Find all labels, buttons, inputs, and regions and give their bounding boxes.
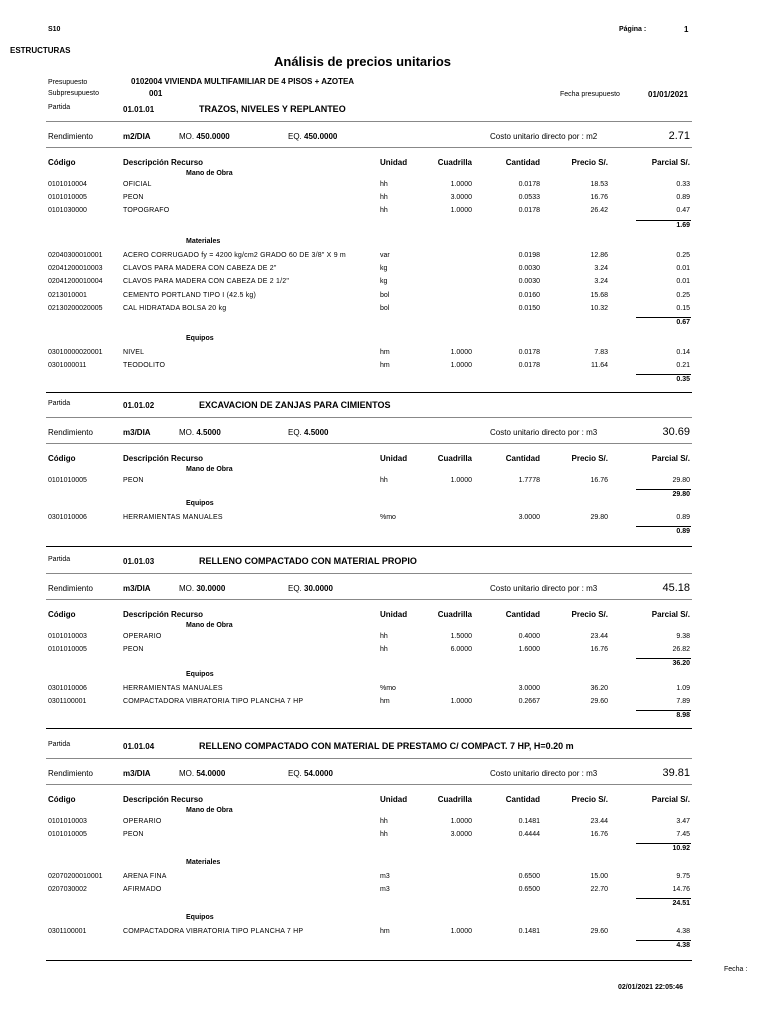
col-unidad: Unidad [380, 158, 408, 167]
rendimiento-divider [46, 599, 692, 600]
group-total: 29.80 [672, 491, 690, 499]
row-parcial: 0.89 [676, 194, 690, 202]
costo-unit: m3 [586, 584, 598, 593]
row-cantidad: 0.0178 [518, 207, 540, 215]
row-precio: 16.76 [590, 194, 608, 202]
row-descripcion: CAL HIDRATADA BOLSA 20 kg [123, 304, 227, 312]
row-unidad: hm [380, 362, 390, 370]
costo-unitario-value: 30.69 [662, 426, 690, 438]
row-parcial: 0.47 [676, 207, 690, 215]
row-codigo: 0101010005 [48, 477, 87, 484]
row-parcial: 7.89 [676, 698, 690, 706]
row-parcial: 0.33 [676, 181, 690, 188]
row-unidad: kg [380, 265, 388, 273]
costo-unitario-field [490, 132, 597, 141]
costo-unit: m2 [586, 132, 598, 141]
eq-value: 54.0000 [304, 769, 333, 778]
col-codigo: Código [48, 454, 76, 463]
group-total-rule [636, 658, 691, 659]
row-precio: 16.76 [590, 831, 608, 839]
group-total-rule [636, 317, 691, 318]
col-parcial: Parcial S/. [651, 795, 690, 804]
group-title: Equipos [186, 671, 214, 678]
row-codigo: 0301000011 [48, 362, 87, 370]
row-cuadrilla: 1.0000 [450, 181, 472, 188]
rendimiento-divider [46, 784, 692, 785]
row-cantidad: 0.0178 [518, 181, 540, 188]
row-parcial: 1.09 [676, 685, 690, 692]
row-descripcion: HERRAMIENTAS MANUALES [123, 514, 223, 521]
row-cuadrilla: 1.5000 [450, 633, 472, 640]
row-parcial: 0.01 [676, 278, 690, 286]
footer-datetime: 02/01/2021 22:05:46 [618, 984, 683, 991]
row-parcial: 0.89 [676, 514, 690, 521]
group-total: 10.92 [672, 845, 690, 853]
col-parcial: Parcial S/. [651, 610, 690, 619]
rendimiento-label: Rendimiento [48, 584, 93, 593]
row-cantidad: 0.2667 [518, 698, 540, 706]
row-unidad: hh [380, 818, 388, 825]
row-precio: 7.83 [594, 349, 608, 356]
row-parcial: 4.38 [676, 928, 690, 935]
row-codigo: 0101010005 [48, 194, 87, 202]
mo-field [179, 428, 221, 437]
row-codigo: 02130200020005 [48, 304, 103, 312]
col-cantidad: Cantidad [505, 454, 540, 463]
row-codigo: 0101010005 [48, 646, 87, 654]
costo-unit: m3 [586, 769, 598, 778]
group-total: 0.89 [676, 528, 690, 536]
group-total-rule [636, 374, 691, 375]
row-unidad: bol [380, 304, 390, 312]
eq-field [288, 769, 333, 778]
costo-label: Costo unitario directo por : [490, 584, 584, 593]
mo-field [179, 584, 225, 593]
row-cantidad: 0.1481 [518, 818, 540, 825]
row-descripcion: COMPACTADORA VIBRATORIA TIPO PLANCHA 7 HP [123, 698, 304, 706]
fecha-presupuesto-label: Fecha presupuesto [560, 91, 620, 98]
row-cuadrilla: 1.0000 [450, 818, 472, 825]
partida-code: 01.01.03 [123, 557, 155, 566]
col-precio: Precio S/. [571, 795, 608, 804]
group-total: 8.98 [676, 712, 690, 720]
group-title: Materiales [186, 859, 221, 866]
footer-fecha-label: Fecha : [724, 966, 748, 973]
col-precio: Precio S/. [571, 454, 608, 463]
row-cantidad: 1.7778 [518, 477, 540, 484]
rendimiento-divider [46, 443, 692, 444]
row-unidad: hh [380, 194, 388, 202]
row-codigo: 0101010005 [48, 831, 87, 839]
row-cuadrilla: 1.0000 [450, 207, 472, 215]
row-cantidad: 0.6500 [518, 886, 540, 894]
row-codigo: 0301100001 [48, 928, 87, 935]
row-descripcion: COMPACTADORA VIBRATORIA TIPO PLANCHA 7 HP [123, 928, 304, 935]
mo-label: MO. [179, 132, 195, 141]
row-cantidad: 3.0000 [518, 514, 540, 521]
costo-label: Costo unitario directo por : [490, 428, 584, 437]
row-codigo: 0301010006 [48, 514, 87, 521]
col-cuadrilla: Cuadrilla [437, 795, 472, 804]
partida-divider [46, 417, 692, 418]
row-descripcion: CEMENTO PORTLAND TIPO I (42.5 kg) [123, 291, 257, 299]
row-parcial: 0.25 [676, 252, 690, 259]
costo-unitario-field [490, 769, 597, 778]
row-cuadrilla: 1.0000 [450, 698, 472, 706]
row-descripcion: ARENA FINA [123, 873, 167, 880]
row-precio: 3.24 [594, 278, 608, 286]
col-parcial: Parcial S/. [651, 158, 690, 167]
partida-divider [46, 121, 692, 122]
eq-label: EQ. [288, 428, 302, 437]
eq-value: 30.0000 [304, 584, 333, 593]
eq-field [288, 132, 337, 141]
row-cuadrilla: 1.0000 [450, 477, 472, 484]
row-unidad: m3 [380, 886, 390, 894]
row-codigo: 0301010006 [48, 685, 87, 692]
costo-unit: m3 [586, 428, 598, 437]
group-total: 36.20 [672, 660, 690, 668]
row-cantidad: 0.1481 [518, 928, 540, 935]
group-total-rule [636, 940, 691, 941]
row-parcial: 9.75 [676, 873, 690, 880]
rendimiento-unit: m3/DIA [123, 428, 151, 437]
row-codigo: 0101010004 [48, 181, 87, 188]
row-precio: 36.20 [590, 685, 608, 692]
row-descripcion: PEON [123, 477, 144, 484]
group-title: Mano de Obra [186, 622, 233, 629]
row-cuadrilla: 1.0000 [450, 928, 472, 935]
mo-label: MO. [179, 769, 195, 778]
row-descripcion: PEON [123, 646, 144, 654]
row-parcial: 14.76 [672, 886, 690, 894]
partida-label: Partida [48, 741, 71, 748]
row-precio: 22.70 [590, 886, 608, 894]
col-cuadrilla: Cuadrilla [437, 158, 472, 167]
row-unidad: hm [380, 928, 390, 935]
row-parcial: 0.14 [676, 349, 690, 356]
row-codigo: 02070200010001 [48, 873, 103, 880]
row-unidad: %mo [380, 514, 396, 521]
col-cuadrilla: Cuadrilla [437, 454, 472, 463]
partida-name: RELLENO COMPACTADO CON MATERIAL DE PRESTAMO C/ COMPACT. 7 HP, H=0.20 m [199, 741, 574, 751]
row-codigo: 0101010003 [48, 633, 87, 640]
row-precio: 18.53 [590, 181, 608, 188]
mo-label: MO. [179, 428, 195, 437]
row-codigo: 0213010001 [48, 291, 87, 299]
col-unidad: Unidad [380, 454, 408, 463]
eq-field [288, 584, 333, 593]
row-cantidad: 0.4000 [518, 633, 540, 640]
row-precio: 26.42 [590, 207, 608, 215]
eq-label: EQ. [288, 132, 302, 141]
col-cantidad: Cantidad [505, 158, 540, 167]
row-descripcion: PEON [123, 194, 144, 202]
eq-value: 450.0000 [304, 132, 338, 141]
row-precio: 16.76 [590, 646, 608, 654]
row-precio: 12.86 [590, 252, 608, 259]
partida-end-divider [46, 728, 692, 729]
group-title: Mano de Obra [186, 807, 233, 814]
group-total: 0.67 [676, 319, 690, 326]
row-descripcion: CLAVOS PARA MADERA CON CABEZA DE 2 1/2" [123, 278, 290, 286]
group-total-rule [636, 710, 691, 711]
col-cantidad: Cantidad [505, 795, 540, 804]
row-cantidad: 3.0000 [518, 685, 540, 692]
row-descripcion: TOPOGRAFO [123, 207, 170, 215]
subpresupuesto-label: Subpresupuesto [48, 90, 99, 97]
row-unidad: hh [380, 477, 388, 484]
rendimiento-label: Rendimiento [48, 132, 93, 141]
eq-field [288, 428, 328, 437]
rendimiento-label: Rendimiento [48, 769, 93, 778]
row-cuadrilla: 1.0000 [450, 349, 472, 356]
row-precio: 16.76 [590, 477, 608, 484]
group-total: 24.51 [672, 900, 690, 908]
row-precio: 11.64 [591, 362, 608, 370]
partida-code: 01.01.02 [123, 401, 155, 410]
row-cantidad: 0.0178 [518, 349, 540, 356]
mo-field [179, 132, 230, 141]
row-cantidad: 0.0030 [518, 278, 540, 286]
rendimiento-label: Rendimiento [48, 428, 93, 437]
row-unidad: hh [380, 207, 388, 215]
presupuesto-value: 0102004 VIVIENDA MULTIFAMILIAR DE 4 PISOS + AZOTEA [131, 77, 355, 86]
group-total: 0.35 [676, 376, 690, 384]
costo-unitario-field [490, 584, 597, 593]
partida-label: Partida [48, 104, 71, 111]
row-parcial: 26.82 [672, 646, 690, 654]
mo-value: 450.0000 [196, 132, 230, 141]
row-descripcion: PEON [123, 831, 144, 839]
row-parcial: 3.47 [676, 818, 690, 825]
group-total: 1.69 [676, 221, 690, 229]
rendimiento-divider [46, 147, 692, 148]
rendimiento-unit: m2/DIA [123, 132, 151, 141]
row-cantidad: 0.6500 [518, 873, 540, 880]
footer-divider [46, 960, 692, 961]
row-parcial: 29.80 [672, 477, 690, 484]
row-cuadrilla: 3.0000 [450, 831, 472, 839]
row-descripcion: AFIRMADO [123, 886, 162, 894]
row-unidad: var [380, 252, 390, 259]
group-total-rule [636, 489, 691, 490]
mo-value: 4.5000 [196, 428, 221, 437]
costo-unitario-value: 2.71 [668, 130, 690, 142]
row-unidad: hh [380, 831, 388, 839]
row-unidad: hm [380, 698, 390, 706]
row-unidad: hm [380, 349, 390, 356]
partida-code: 01.01.04 [123, 742, 155, 751]
col-cuadrilla: Cuadrilla [437, 610, 472, 619]
row-codigo: 02041200010003 [48, 265, 103, 273]
subpresupuesto-value: 001 [149, 89, 163, 98]
row-parcial: 0.01 [676, 265, 690, 273]
row-codigo: 0207030002 [48, 886, 87, 894]
row-descripcion: TEODOLITO [123, 362, 166, 370]
col-precio: Precio S/. [571, 610, 608, 619]
row-cuadrilla: 6.0000 [450, 646, 472, 654]
partida-label: Partida [48, 556, 71, 563]
group-total-rule [636, 898, 691, 899]
row-precio: 15.68 [590, 291, 608, 299]
group-total: 4.38 [676, 942, 690, 950]
page-number: 1 [684, 25, 689, 34]
col-descripcion: Descripción Recurso [123, 795, 204, 804]
mo-value: 30.0000 [196, 584, 226, 593]
row-unidad: bol [380, 291, 390, 299]
row-precio: 15.00 [590, 873, 608, 880]
row-unidad: hh [380, 181, 388, 188]
group-total-rule [636, 526, 691, 527]
col-descripcion: Descripción Recurso [123, 610, 204, 619]
col-descripcion: Descripción Recurso [123, 158, 204, 167]
row-precio: 23.44 [590, 633, 608, 640]
eq-label: EQ. [288, 769, 302, 778]
col-parcial: Parcial S/. [651, 454, 690, 463]
partida-divider [46, 758, 692, 759]
row-precio: 23.44 [590, 818, 608, 825]
row-descripcion: OFICIAL [123, 181, 152, 188]
group-title: Equipos [186, 500, 214, 507]
partida-label: Partida [48, 400, 71, 407]
row-cuadrilla: 3.0000 [450, 194, 472, 202]
fecha-presupuesto-value: 01/01/2021 [648, 90, 689, 99]
row-unidad: hh [380, 633, 388, 640]
partida-end-divider [46, 392, 692, 393]
page-title: Análisis de precios unitarios [274, 54, 451, 69]
row-cantidad: 0.0178 [518, 362, 540, 370]
costo-label: Costo unitario directo por : [490, 769, 584, 778]
row-codigo: 02041200010004 [48, 278, 103, 286]
row-precio: 29.80 [590, 514, 608, 521]
report-code: S10 [48, 26, 61, 33]
row-descripcion: CLAVOS PARA MADERA CON CABEZA DE 2" [123, 265, 277, 273]
group-title: Mano de Obra [186, 466, 233, 473]
row-cantidad: 0.0533 [518, 194, 540, 202]
row-cuadrilla: 1.0000 [450, 362, 472, 370]
row-codigo: 0101030000 [48, 207, 87, 215]
row-cantidad: 0.0198 [518, 252, 540, 259]
col-codigo: Código [48, 158, 76, 167]
col-codigo: Código [48, 795, 76, 804]
presupuesto-label: Presupuesto [48, 79, 88, 86]
row-descripcion: NIVEL [123, 349, 145, 356]
eq-value: 4.5000 [304, 428, 329, 437]
col-descripcion: Descripción Recurso [123, 454, 204, 463]
row-parcial: 0.15 [676, 304, 690, 312]
row-parcial: 0.25 [676, 291, 690, 299]
costo-unitario-value: 45.18 [662, 582, 690, 594]
row-cantidad: 0.0030 [518, 265, 540, 273]
eq-label: EQ. [288, 584, 302, 593]
row-precio: 29.60 [590, 698, 608, 706]
row-codigo: 03010000020001 [48, 349, 103, 356]
row-codigo: 0101010003 [48, 818, 87, 825]
rendimiento-unit: m3/DIA [123, 769, 151, 778]
costo-unitario-field [490, 428, 597, 437]
row-codigo: 0301100001 [48, 698, 87, 706]
category-title: ESTRUCTURAS [10, 46, 71, 55]
row-descripcion: OPERARIO [123, 633, 162, 640]
row-cantidad: 0.0160 [518, 291, 540, 299]
col-unidad: Unidad [380, 610, 408, 619]
row-cantidad: 1.6000 [518, 646, 540, 654]
group-total-rule [636, 843, 691, 844]
mo-value: 54.0000 [196, 769, 226, 778]
row-codigo: 02040300010001 [48, 252, 103, 259]
row-cantidad: 0.0150 [518, 304, 540, 312]
group-title: Equipos [186, 914, 214, 921]
row-unidad: %mo [380, 685, 396, 692]
row-cantidad: 0.4444 [518, 831, 540, 839]
partida-name: EXCAVACION DE ZANJAS PARA CIMIENTOS [199, 400, 391, 410]
partida-name: RELLENO COMPACTADO CON MATERIAL PROPIO [199, 556, 417, 566]
row-descripcion: OPERARIO [123, 818, 162, 825]
row-descripcion: HERRAMIENTAS MANUALES [123, 685, 223, 692]
col-cantidad: Cantidad [505, 610, 540, 619]
partida-divider [46, 573, 692, 574]
row-unidad: hh [380, 646, 388, 654]
group-title: Mano de Obra [186, 170, 233, 177]
partida-end-divider [46, 546, 692, 547]
row-unidad: kg [380, 278, 388, 286]
row-unidad: m3 [380, 873, 390, 880]
group-title: Equipos [186, 335, 214, 342]
row-parcial: 0.21 [676, 362, 690, 370]
mo-field [179, 769, 225, 778]
col-unidad: Unidad [380, 795, 408, 804]
row-precio: 29.60 [590, 928, 608, 935]
page-label: Página : [619, 26, 647, 33]
group-title: Materiales [186, 238, 221, 245]
costo-label: Costo unitario directo por : [490, 132, 584, 141]
costo-unitario-value: 39.81 [662, 767, 690, 779]
mo-label: MO. [179, 584, 195, 593]
row-parcial: 7.45 [676, 831, 690, 839]
row-precio: 3.24 [594, 265, 608, 273]
partida-name: TRAZOS, NIVELES Y REPLANTEO [199, 104, 346, 114]
col-precio: Precio S/. [571, 158, 608, 167]
row-descripcion: ACERO CORRUGADO fy = 4200 kg/cm2 GRADO 60 DE 3/8" X 9 m [123, 252, 346, 259]
row-parcial: 9.38 [676, 633, 690, 640]
partida-code: 01.01.01 [123, 105, 155, 114]
rendimiento-unit: m3/DIA [123, 584, 151, 593]
col-codigo: Código [48, 610, 76, 619]
row-precio: 10.32 [590, 304, 608, 312]
group-total-rule [636, 220, 691, 221]
